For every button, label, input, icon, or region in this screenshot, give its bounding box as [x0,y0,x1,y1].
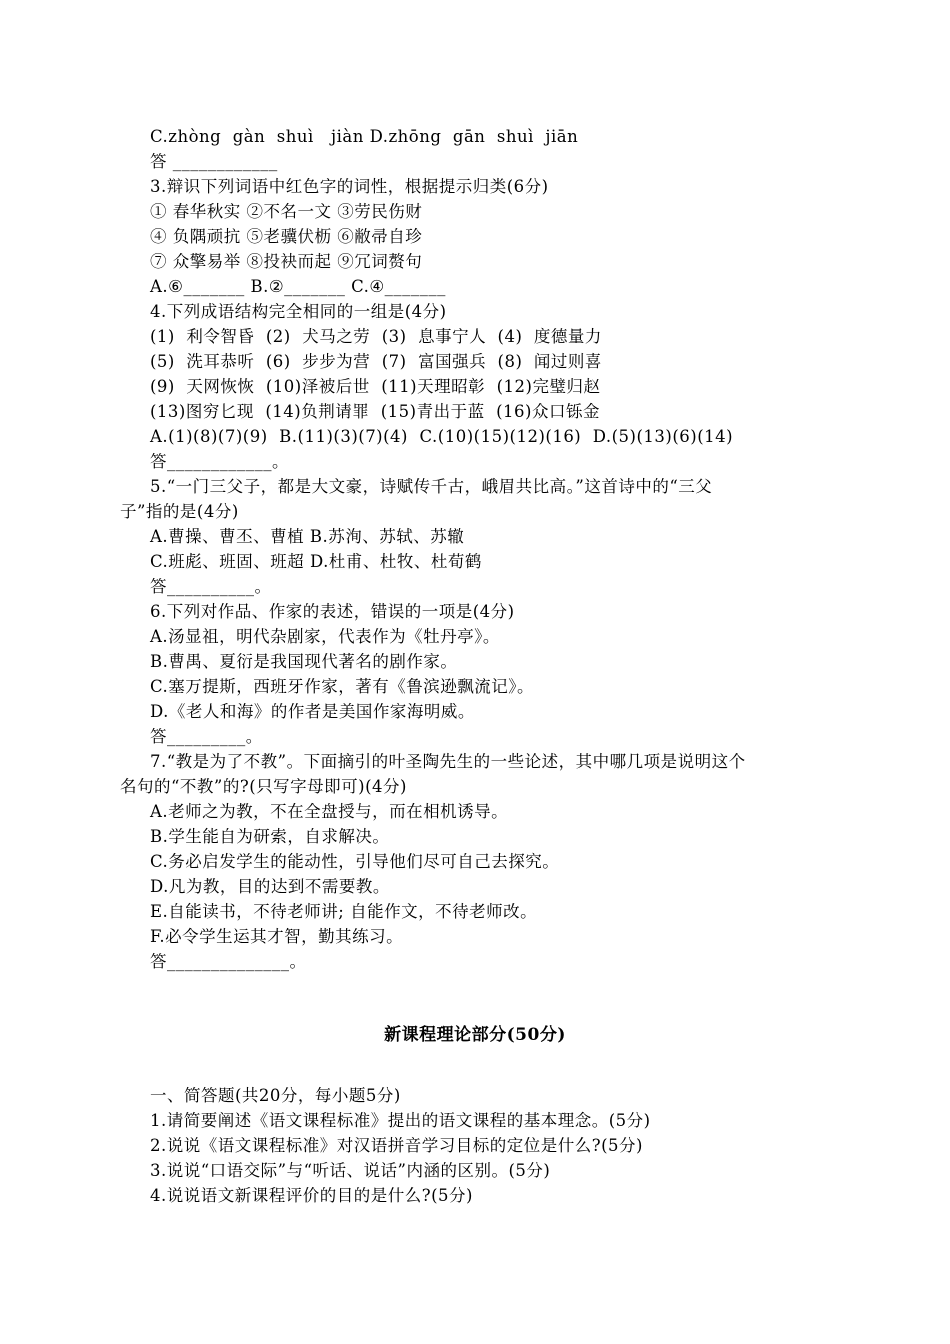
text-line: 7.“教是为了不教”。下面摘引的叶圣陶先生的一些论述，其中哪几项是说明这个 [150,752,746,771]
text-line: 2.说说《语文课程标准》对汉语拼音学习目标的定位是什么?(5分) [150,1136,643,1155]
text-line: 一、简答题(共20分，每小题5分) [150,1086,401,1105]
text-line: (5) 洗耳恭听 (6) 步步为营 (7) 富国强兵 (8) 闻过则喜 [150,352,602,371]
text-line: B.学生能自为研索，自求解决。 [150,827,390,846]
text-line: 3.辩识下列词语中红色字的词性，根据提示归类(6分) [150,177,549,196]
text-line: 答______________。 [150,952,307,971]
text-line: ④ 负隅顽抗 ⑤老骥伏枥 ⑥敝帚自珍 [150,227,423,246]
text-line: 1.请简要阐述《语文课程标准》提出的语文课程的基本理念。(5分) [150,1111,651,1130]
text-line: 子”指的是(4分) [120,502,239,521]
text-line: (13)图穷匕现 (14)负荆请罪 (15)青出于蓝 (16)众口铄金 [150,402,600,421]
text-line: 答__________。 [150,577,272,596]
text-line: C.务必启发学生的能动性，引导他们尽可自己去探究。 [150,852,560,871]
text-line: ⑦ 众擎易举 ⑧投袂而起 ⑨冗词赘句 [150,252,423,271]
text-line: F.必令学生运其才智，勤其练习。 [150,927,404,946]
text-line: 5.“一门三父子，都是大文豪，诗赋传千古，峨眉共比高。”这首诗中的“三父 [150,477,713,496]
text-line: ① 春华秋实 ②不名一文 ③劳民伤财 [150,202,423,221]
text-line: C.zhòng gàn shuì jiàn D.zhōng gān shuì jiān [150,127,579,146]
text-line: A.老师之为教，不在全盘授与，而在相机诱导。 [150,802,509,821]
text-line: 答____________。 [150,452,289,471]
text-line: E.自能读书，不待老师讲; 自能作文，不待老师改。 [150,902,538,921]
text-line: 4.说说语文新课程评价的目的是什么?(5分) [150,1186,473,1205]
text-line: 答_________。 [150,727,263,746]
text-line: 3.说说“口语交际”与“听话、说话”内涵的区别。(5分) [150,1161,551,1180]
text-line: 名句的“不教”的?(只写字母即可)(4分) [120,777,407,796]
text-line: (1) 利令智昏 (2) 犬马之劳 (3) 息事宁人 (4) 度德量力 [150,327,602,346]
text-line: 答 ____________ [150,152,278,171]
text-line: A.曹操、曹丕、曹植 B.苏洵、苏轼、苏辙 [150,527,465,546]
text-line: (9) 天网恢恢 (10)泽被后世 (11)天理昭彰 (12)完璧归赵 [150,377,601,396]
text-line: A.汤显祖，明代杂剧家，代表作为《牡丹亭》。 [150,627,500,646]
text-line: C.塞万提斯，西班牙作家，著有《鲁滨逊飘流记》。 [150,677,535,696]
text-line: B.曹禺、夏衍是我国现代著名的剧作家。 [150,652,458,671]
text-line: 4.下列成语结构完全相同的一组是(4分) [150,302,447,321]
text-line: D.凡为教，目的达到不需要教。 [150,877,390,896]
text-line: A.(1)(8)(7)(9) B.(11)(3)(7)(4) C.(10)(15)(12)(16) D.(5)(13)(6)(14) [150,427,734,446]
text-line: A.⑥_______ B.②_______ C.④_______ [150,277,446,296]
text-line: C.班彪、班固、班超 D.杜甫、杜牧、杜荀鹤 [150,552,482,571]
text-line: D.《老人和海》的作者是美国作家海明威。 [150,702,475,721]
text-line: 6.下列对作品、作家的表述，错误的一项是(4分) [150,602,515,621]
section-title: 新课程理论部分(50分) [384,1025,566,1045]
